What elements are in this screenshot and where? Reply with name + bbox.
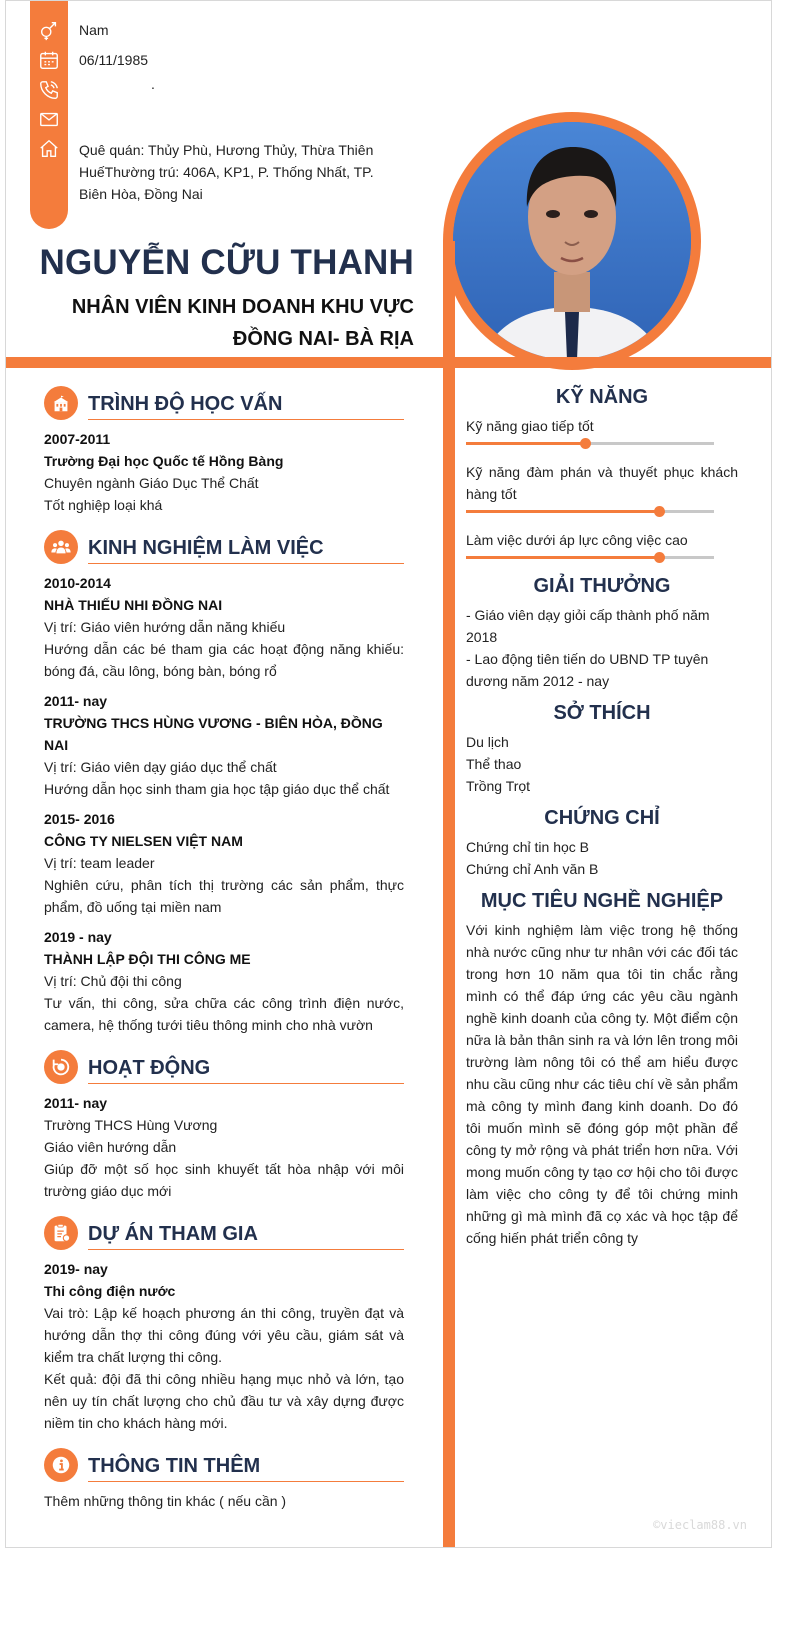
hobby-item: Du lịch xyxy=(466,734,509,750)
education-period: 2007-2011 xyxy=(44,431,111,447)
skill-item xyxy=(466,415,738,451)
hobby-item: Trồng Trọt xyxy=(466,778,531,794)
activities-title: HOẠT ĐỘNG xyxy=(88,1057,211,1079)
objective-title: MỤC TIÊU NGHỀ NGHIỆP xyxy=(480,890,724,912)
experience-org: NHÀ THIẾU NHI ĐỒNG NAI xyxy=(44,597,223,613)
extra-section xyxy=(44,1448,404,1512)
job-title-line2: ĐỒNG NAI- BÀ RỊA xyxy=(232,328,414,350)
experience-period: 2010-2014 xyxy=(44,575,111,591)
activity-org: Trường THCS Hùng Vương xyxy=(44,1117,218,1133)
projects-title: DỰ ÁN THAM GIA xyxy=(88,1223,258,1245)
phone-icon xyxy=(30,79,68,101)
certificates-section xyxy=(466,807,738,880)
experience-title: KINH NGHIỆM LÀM VIỆC xyxy=(88,537,324,559)
skill-name: Kỹ năng đàm phán và thuyết phục khách hàng tốt xyxy=(466,464,738,502)
education-result: Tốt nghiệp loại khá xyxy=(44,497,163,513)
skill-level-handle xyxy=(654,506,665,517)
certificate-item: Chứng chỉ Anh văn B xyxy=(466,861,599,877)
experience-org: THÀNH LẬP ĐỘI THI CÔNG ME xyxy=(44,951,251,967)
experience-position: Vị trí: Giáo viên dạy giáo dục thể chất xyxy=(44,759,277,775)
extra-title: THÔNG TIN THÊM xyxy=(88,1455,261,1477)
watermark: ©vieclam88.vn xyxy=(653,1518,747,1532)
certificates-title: CHỨNG CHỈ xyxy=(544,807,660,829)
gender-icon xyxy=(30,19,68,41)
experience-org: TRƯỜNG THCS HÙNG VƯƠNG - BIÊN HÒA, ĐỒNG NAI xyxy=(44,715,383,753)
activity-desc: Giúp đỡ một số học sinh khuyết tất hòa nhập với môi trường giáo dục mới xyxy=(44,1161,404,1199)
skill-name: Làm việc dưới áp lực công việc cao xyxy=(466,532,688,548)
skills-section xyxy=(466,386,738,565)
right-column xyxy=(466,386,738,1259)
project-result: Kết quả: đội đã thi công nhiều hạng mục nhỏ và lớn, tạo nên uy tín chất lượng cho chủ đầu tư và xây dựng được niềm tin cho khách hàng mới. xyxy=(44,1371,404,1431)
mail-icon xyxy=(30,108,68,130)
home-icon xyxy=(30,138,68,160)
education-title: TRÌNH ĐỘ HỌC VẤN xyxy=(88,393,283,415)
experience-position: Vị trí: Giáo viên hướng dẫn năng khiếu xyxy=(44,619,286,635)
skill-level-handle xyxy=(580,438,591,449)
horizontal-divider xyxy=(6,357,772,368)
team-icon xyxy=(44,530,78,564)
contact-bar xyxy=(30,1,68,229)
activity-period: 2011- nay xyxy=(44,1095,108,1111)
info-icon xyxy=(44,1448,78,1482)
extra-text: Thêm những thông tin khác ( nếu cần ) xyxy=(44,1493,287,1509)
calendar-icon xyxy=(30,49,68,71)
vertical-divider xyxy=(443,241,455,1548)
award-item: - Lao động tiên tiến do UBND TP tuyên dương năm 2012 - nay xyxy=(466,651,709,689)
education-school: Trường Đại học Quốc tế Hồng Bàng xyxy=(44,453,284,469)
hobby-item: Thể thao xyxy=(466,756,522,772)
awards-title: GIẢI THƯỞNG xyxy=(533,575,671,597)
objective-section xyxy=(466,890,738,1249)
job-title-line1: NHÂN VIÊN KINH DOANH KHU VỰC xyxy=(71,296,414,318)
activity-role: Giáo viên hướng dẫn xyxy=(44,1139,177,1155)
candidate-name: NGUYỄN CỮU THANH xyxy=(39,243,414,282)
phone-value: . xyxy=(151,76,155,92)
experience-item xyxy=(44,690,404,800)
experience-item xyxy=(44,808,404,918)
experience-position: Vị trí: Chủ đội thi công xyxy=(44,973,182,989)
project-name: Thi công điện nước xyxy=(44,1283,176,1299)
skill-bar xyxy=(466,505,714,519)
skill-bar xyxy=(466,551,714,565)
experience-period: 2011- nay xyxy=(44,693,108,709)
experience-item xyxy=(44,572,404,682)
experience-desc: Hướng dẫn học sinh tham gia học tập giáo dục thể chất xyxy=(44,781,390,797)
certificate-item: Chứng chỉ tin học B xyxy=(466,839,589,855)
cv-page xyxy=(5,0,772,1548)
hobbies-section xyxy=(466,702,738,797)
objective-text: Với kinh nghiệm làm việc trong hệ thống nhà nước cũng như tư nhân với các đối tác trong hơn 10 năm qua tôi tin chắc rằng mình có thể đáp ứng các yêu cầu ngành nghề kinh doanh của công ty. Một điểm cộn nữa là bản thân sinh ra và lớn lên trong môi trường làm nông tôi có thể am hiểu được nhu cầu cũng như các tiêu chí về sản phẩm mà công ty mình đang kinh doanh. Do đó tôi muốn mình sẽ đóng góp một phần để công ty mở rộng và phát triển hơn nữa. Với mong muốn công ty tạo cơ hội cho tôi được làm việc cho công ty để tôi chứng minh những gì mà mình đã cọ xác và học tập để cống hiến phát triển công ty xyxy=(466,922,738,1246)
address-value: Quê quán: Thủy Phù, Hương Thủy, Thừa Thiên HuếThường trú: 406A, KP1, P. Thống Nhất, TP. Biên Hòa, Đồng Nai xyxy=(79,142,374,202)
skill-item xyxy=(466,529,738,565)
skill-name: Kỹ năng giao tiếp tốt xyxy=(466,418,594,434)
skill-item xyxy=(466,461,738,519)
skills-title: KỸ NĂNG xyxy=(555,386,649,408)
education-section xyxy=(44,386,404,516)
skill-level-handle xyxy=(654,552,665,563)
experience-position: Vị trí: team leader xyxy=(44,855,155,871)
experience-desc: Nghiên cứu, phân tích thị trường các sản phẩm, thực phẩm, đồ uống tại miền nam xyxy=(44,877,404,915)
skill-bar xyxy=(466,437,714,451)
education-major: Chuyên ngành Giáo Dục Thể Chất xyxy=(44,475,259,491)
experience-org: CÔNG TY NIELSEN VIỆT NAM xyxy=(44,833,243,849)
school-icon xyxy=(44,386,78,420)
experience-item xyxy=(44,926,404,1036)
experience-desc: Hướng dẫn các bé tham gia các hoạt động năng khiếu: bóng đá, cầu lông, bóng bàn, bóng rổ xyxy=(44,641,404,679)
hobbies-title: SỞ THÍCH xyxy=(553,702,651,724)
experience-period: 2015- 2016 xyxy=(44,811,115,827)
profile-photo xyxy=(453,122,691,360)
projects-section xyxy=(44,1216,404,1434)
activities-section xyxy=(44,1050,404,1202)
project-role: Vai trò: Lập kế hoạch phương án thi công, truyền đạt và hướng dẫn thợ thi công đúng với yêu cầu, giám sát và kiểm tra chất lượng thi công. xyxy=(44,1305,404,1365)
project-period: 2019- nay xyxy=(44,1261,108,1277)
left-column xyxy=(44,386,404,1526)
activity-icon xyxy=(44,1050,78,1084)
award-item: - Giáo viên dạy giỏi cấp thành phố năm 2018 xyxy=(466,607,710,645)
experience-period: 2019 - nay xyxy=(44,929,112,945)
gender-value: Nam xyxy=(79,22,109,38)
experience-section xyxy=(44,530,404,1036)
awards-section xyxy=(466,575,738,692)
dob-value: 06/11/1985 xyxy=(79,52,149,68)
clipboard-icon xyxy=(44,1216,78,1250)
job-title xyxy=(34,291,414,355)
experience-desc: Tư vấn, thi công, sửa chữa các công trình điện nước, camera, hệ thống tưới tiêu thông minh cho nhà vườn xyxy=(44,995,404,1033)
